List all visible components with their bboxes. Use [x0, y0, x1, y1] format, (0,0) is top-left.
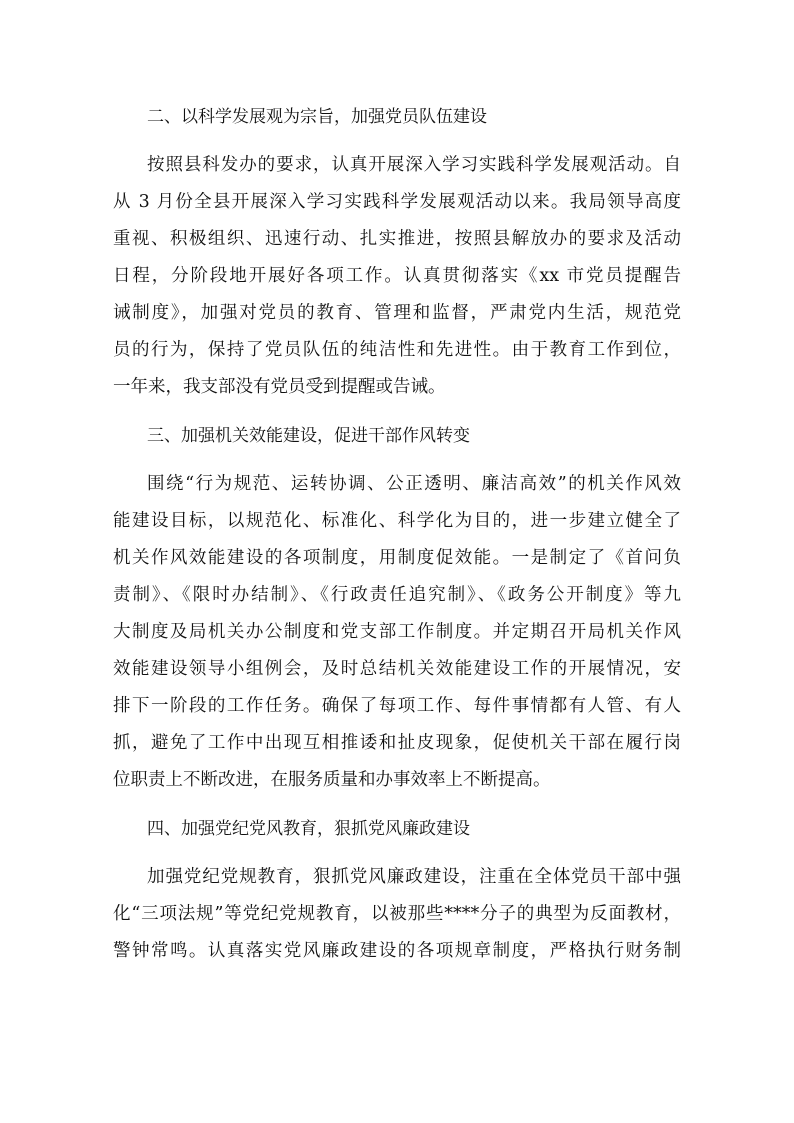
section-heading: 四、加强党纪党风教育，狠抓党风廉政建设	[147, 819, 470, 839]
section-heading: 二、以科学发展观为宗旨，加强党员队伍建设	[147, 107, 487, 127]
paragraph-line: 按照县科发办的要求，认真开展深入学习实践科学发展观活动。自	[147, 155, 681, 175]
paragraph-line: 责制》、《限时办结制》、《行政责任追究制》、《政务公开制度》等九	[113, 585, 681, 605]
paragraph-line: 位职责上不断改进，在服务质量和办事效率上不断提高。	[113, 770, 551, 790]
paragraph-line: 能建设目标，以规范化、标准化、科学化为目的，进一步建立健全了	[113, 511, 681, 531]
paragraph-line: 化“三项法规”等党纪党规教育，以被那些****分子的典型为反面教材，	[113, 904, 681, 924]
paragraph-line: 警钟常鸣。认真落实党风廉政建设的各项规章制度，严格执行财务制	[113, 941, 681, 961]
section-heading: 三、加强机关效能建设，促进干部作风转变	[147, 426, 470, 446]
paragraph-line: 围绕“行为规范、运转协调、公正透明、廉洁高效”的机关作风效	[147, 474, 681, 494]
paragraph-line: 抓，避免了工作中出现互相推诿和扯皮现象，促使机关干部在履行岗	[113, 733, 681, 753]
paragraph-line: 效能建设领导小组例会，及时总结机关效能建设工作的开展情况，安	[113, 659, 681, 679]
section-paragraph	[113, 147, 681, 406]
paragraph-line: 一年来，我支部没有党员受到提醒或告诫。	[113, 377, 446, 397]
paragraph-line: 排下一阶段的工作任务。确保了每项工作、每件事情都有人管、有人	[113, 696, 681, 716]
paragraph-line: 诫制度》，加强对党员的教育、管理和监督，严肃党内生活，规范党	[113, 303, 681, 323]
paragraph-line: 员的行为，保持了党员队伍的纯洁性和先进性。由于教育工作到位，	[113, 340, 681, 360]
section-paragraph	[113, 859, 681, 970]
paragraph-line: 大制度及局机关办公制度和党支部工作制度。并定期召开局机关作风	[113, 622, 681, 642]
paragraph-line: 从 3 月份全县开展深入学习实践科学发展观活动以来。我局领导高度	[113, 192, 681, 212]
document-body	[113, 100, 681, 983]
section-paragraph	[113, 466, 681, 799]
paragraph-line: 日程，分阶段地开展好各项工作。认真贯彻落实《xx 市党员提醒告	[113, 266, 681, 286]
paragraph-line: 加强党纪党规教育，狠抓党风廉政建设，注重在全体党员干部中强	[147, 867, 681, 887]
paragraph-line: 重视、积极组织、迅速行动、扎实推进，按照县解放办的要求及活动	[113, 229, 681, 249]
paragraph-line: 机关作风效能建设的各项制度，用制度促效能。一是制定了《首问负	[113, 548, 681, 568]
